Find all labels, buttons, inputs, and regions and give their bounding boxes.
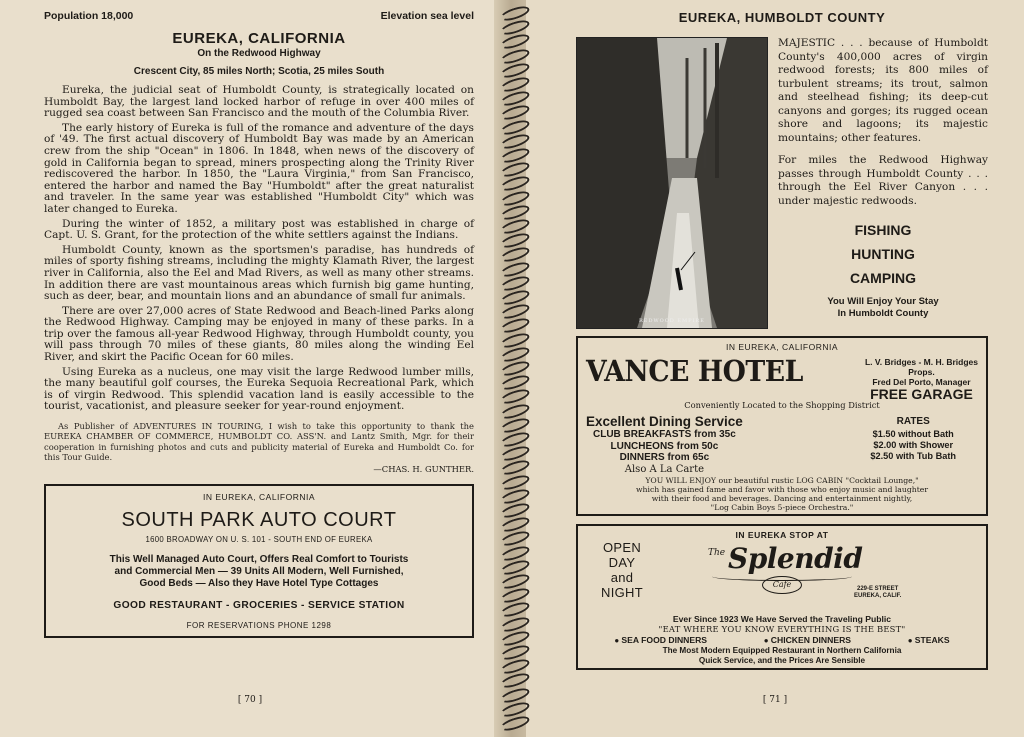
hotel-name: VANCE HOTEL (586, 354, 803, 388)
river-photo (576, 37, 768, 329)
hours-line: NIGHT (601, 585, 643, 600)
header-line (44, 10, 474, 22)
activity-item: FISHING (854, 222, 912, 238)
ad-description-line: Good Beds — Also they Have Hotel Type Cottages (139, 577, 379, 589)
bullet-icon: ● (614, 636, 622, 645)
rate-item: $2.50 with Tub Bath (870, 451, 956, 461)
menu-item (764, 635, 851, 646)
page-title: EUREKA, HUMBOLDT COUNTY (678, 10, 886, 25)
hotel-offers (586, 414, 978, 475)
paragraph: Eureka, the judicial seat of Humboldt County, is strategically located on Humboldt Bay, the largest land locked harbor of refuge in over 400 miles of rugged sea coast between San Francisco and the mouth of the Columbia River. (44, 84, 474, 120)
log-cabin-line: YOU WILL ENJOY our beautiful rustic LOG CABIN "Cocktail Lounge," (645, 476, 919, 485)
menu-item-label: SEA FOOD DINNERS (621, 635, 708, 645)
dining-service (586, 414, 743, 475)
logo-cafe: Cafe (762, 576, 802, 594)
page-subtitle: On the Redwood Highway (197, 48, 321, 59)
distances-line: Crescent City, 85 miles North; Scotia, 25 miles South (133, 66, 385, 77)
publisher-signature: —CHAS. H. GUNTHER. (373, 463, 474, 474)
activity-item: CAMPING (849, 270, 917, 286)
paragraph: For miles the Redwood Highway passes through Humboldt County . . . through the Eel River Canyon . . . under majestic redwoods. (778, 154, 988, 207)
enjoy-line: You Will Enjoy Your Stay (827, 296, 939, 307)
splendid-cafe-ad (576, 524, 988, 670)
menu-item (908, 635, 950, 646)
meal-item: CLUB BREAKFASTS from 35c (593, 429, 736, 440)
dining-heading: Excellent Dining Service (586, 414, 743, 429)
hours-line: DAY (608, 555, 636, 570)
paragraph: Using Eureka as a nucleus, one may visit the large Redwood lumber mills, the many beautiful golf courses, the Eureka Sequoia Recreational Park, which is of virgin Redwood. This splendid vacation land is easily accessible to the tourist, vacationist, and pleasure seeker for year-round enjoyment. (44, 365, 474, 413)
south-park-auto-court-ad (44, 484, 474, 638)
ad-services: GOOD RESTAURANT - GROCERIES - SERVICE STATION (113, 599, 405, 611)
splendid-cafe-logo (706, 542, 863, 600)
photo-caption: REDWOOD EMPIRE (639, 318, 705, 324)
meal-item: DINNERS from 65c (619, 452, 710, 463)
cafe-tagline: The Most Modern Equipped Restaurant in Northern California (662, 646, 902, 655)
hotel-header (586, 354, 978, 402)
bullet-icon: ● (907, 636, 915, 645)
open-hours (592, 540, 652, 600)
ad-description (56, 554, 462, 590)
cafe-since: Ever Since 1923 We Have Served the Traveling Public (672, 614, 892, 624)
paragraph: The early history of Eureka is full of the romance and adventure of the days of '49. The first actual discovery of Humboldt Bay was made by an American crew from the ship "Ocean" in 1806. In 1848, when news of the discovery of gold in California began to spread, miners prospecting along the Trinity River rediscovered the harbor. In 1850, the "Laura Virginia," from San Francisco, entered the harbor and named the Bay "Humboldt" after the great naturalist and traveler. In the same year was established "Humboldt City" which was later changed to Eureka. (44, 121, 474, 215)
free-garage: FREE GARAGE (870, 386, 973, 402)
hotel-management (864, 357, 978, 402)
rate-item: $1.50 without Bath (872, 429, 954, 439)
cafe-details (586, 614, 978, 665)
meal-item: LUNCHEONS from 50c (610, 440, 719, 452)
cafe-menu (586, 635, 978, 646)
ad-business-name: SOUTH PARK AUTO COURT (121, 508, 397, 531)
paragraph: Humboldt County, known as the sportsmen's paradise, has hundreds of miles of sporty fishing streams, including the mighty Klamath River, the largest river in California, also the Eel and Mad Rivers, as well as many other streams. In addition there are vast mountainous areas which furnish big game hunting, such as deer, bear, and mountain lions and an abundance of small fur animals. (44, 243, 474, 303)
ad-description-line: and Commercial Men — 39 Units All Modern, Well Furnished, (114, 565, 404, 577)
cafe-motto: "EAT WHERE YOU KNOW EVERYTHING IS THE BEST" (658, 624, 906, 634)
address-line: 229-E STREET (856, 586, 899, 592)
address-line: EUREKA, CALIF. (854, 593, 902, 599)
cafe-address (854, 586, 901, 600)
population-label: Population 18,000 (44, 10, 134, 22)
menu-item (614, 635, 707, 646)
vance-hotel-ad (576, 336, 988, 516)
log-cabin-note (586, 476, 978, 512)
rate-item: $2.00 with Shower (873, 440, 954, 450)
page-number: [ 71 ] (762, 695, 788, 705)
log-cabin-line: with their food and beverages. Dancing and entertainment nightly, (651, 494, 913, 503)
activity-item: HUNTING (851, 246, 915, 262)
activities-list (778, 218, 988, 290)
paragraph: There are over 27,000 acres of State Redwood and Beach-lined Parks along the Redwood Highway. Camping may be enjoyed in many of these parks. In a trip over the famous all-year Redwood Highway, through Humboldt county, you will pass through 70 miles of these giants, 80 miles along the winding Eel River, and skirt the Pacific Ocean for 60 miles. (44, 304, 474, 364)
log-cabin-line: "Log Cabin Boys 5-piece Orchestra." (710, 503, 854, 512)
paragraph: During the winter of 1852, a military post was established in charge of Capt. U. S. Grant, for the protection of the white settlers against the Indians. (44, 217, 474, 242)
page-70 (0, 0, 500, 737)
menu-item-label: CHICKEN DINNERS (770, 635, 852, 645)
ad-kicker: IN EUREKA STOP AT (735, 530, 829, 540)
intro-section (576, 37, 988, 329)
menu-item-label: STEAKS (914, 635, 950, 645)
ad-kicker: IN EUREKA, CALIFORNIA (202, 491, 316, 502)
bullet-icon: ● (763, 636, 771, 645)
ad-kicker: IN EUREKA, CALIFORNIA (725, 342, 839, 352)
logo-name: Splendid (728, 542, 863, 575)
hours-line: OPEN (602, 540, 642, 555)
hotel-manager: Fred Del Porto, Manager (872, 377, 971, 387)
cafe-tagline: Quick Service, and the Prices Are Sensible (698, 655, 866, 665)
ad-address: 1600 BROADWAY ON U. S. 101 - SOUTH END OF EUREKA (145, 534, 373, 544)
intro-text-column (778, 37, 988, 329)
hotel-props-label: Props. (908, 367, 935, 377)
log-cabin-line: which has gained fame and favor with those who enjoy music and laughter (635, 485, 929, 494)
page-title: EUREKA, CALIFORNIA (172, 30, 346, 47)
elevation-label: Elevation sea level (380, 10, 474, 22)
page-number: [ 70 ] (237, 695, 263, 705)
river-scene-illustration (577, 38, 767, 328)
room-rates (870, 414, 956, 475)
enjoy-stay-line (778, 296, 988, 320)
enjoy-line: In Humboldt County (837, 308, 929, 319)
a-la-carte: Also A La Carte (624, 463, 705, 475)
hotel-props: L. V. Bridges - M. H. Bridges (864, 357, 978, 367)
hours-line: and (610, 570, 634, 585)
hotel-location-note: Conveniently Located to the Shopping District (684, 400, 880, 410)
rates-heading: RATES (896, 416, 930, 427)
paragraph: MAJESTIC . . . because of Humboldt County's 400,000 acres of virgin redwood forests; its 800 miles of turbulent streams; its trout, salmon and steelhead fishing; its deep-cut canyons and gorges; its rugged ocean shore and lagoons; its majestic mountains; other features. (778, 37, 988, 144)
publisher-note: As Publisher of ADVENTURES IN TOURING, I wish to take this opportunity to thank the EUREKA CHAMBER OF COMMERCE, HUMBOLDT CO. ASS'N. and Lantz Smith, Mgr. for their cooperation in furnishing photos and cuts and publicity material of Eureka and Humboldt Co. for this Tour Guide. (44, 421, 474, 463)
ad-phone: FOR RESERVATIONS PHONE 1298 (186, 620, 332, 630)
page-71 (526, 0, 1024, 737)
ad-description-line: This Well Managed Auto Court, Offers Real Comfort to Tourists (109, 553, 409, 565)
logo-the: The (708, 548, 726, 558)
